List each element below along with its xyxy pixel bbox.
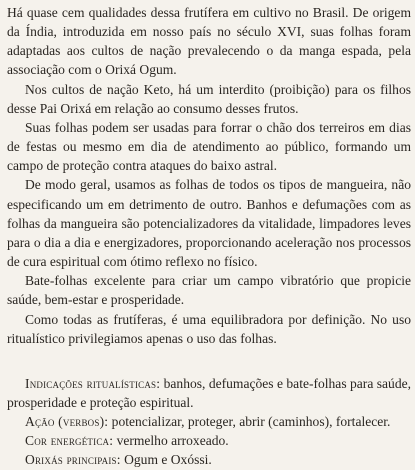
paragraph-terreiro-floor: Suas folhas podem ser usadas para forrar o chão dos terreiros em dias de festas ou mesmo em dia de atendimento ao público, formando um campo de proteção contra ataques do baixo astral. bbox=[7, 119, 411, 174]
paragraph-keto-interdict: Nos cultos de nação Keto, há um interdito (proibição) para os filhos desse Pai Orixá em relação ao consumo desses frutos. bbox=[7, 81, 411, 116]
paragraph-general-use: De modo geral, usamos as folhas de todos os tipos de mangueira, não especificando um em detrimento de outro. Banhos e defumações com as folhas da mangueira são potencializadores da vitalidade, limpadores leves para o dia a dia e energizadores, proporcionando aceleração nos processos de cura espiritual com ótimo reflexo no físico. bbox=[7, 177, 411, 270]
paragraph-origin: Há quase cem qualidades dessa frutífera em cultivo no Brasil. De origem da Índia, introduzida em nosso país no século XVI, suas folhas foram adaptadas aos cultos de nação prevalecendo o da manga espada, pela associação com o Orixá Ogum. bbox=[7, 5, 411, 78]
info-cor-label: Cor energética: bbox=[25, 433, 114, 449]
info-acao bbox=[7, 412, 411, 431]
info-orixas-label: Orixás principais: bbox=[25, 452, 121, 468]
info-cor-value: vermelho arroxeado. bbox=[113, 433, 229, 449]
info-cor bbox=[7, 431, 411, 450]
info-orixas bbox=[7, 450, 411, 469]
info-orixas-value: Ogum e Oxóssi. bbox=[120, 452, 212, 468]
paragraph-fruit-balance: Como todas as frutíferas, é uma equilibradora por definição. No uso ritualístico privilegiamos apenas o uso das folhas. bbox=[7, 311, 411, 346]
info-indicacoes bbox=[7, 374, 411, 412]
paragraph-bate-folhas: Bate-folhas excelente para criar um campo vibratório que propicie saúde, bem-estar e prosperidade. bbox=[7, 273, 411, 308]
info-indicacoes-value: banhos, defumações e bate-folhas para saúde, prosperidade e proteção espiritual. bbox=[7, 375, 411, 410]
info-acao-label: Ação (verbos): bbox=[25, 414, 109, 430]
info-acao-value: potencializar, proteger, abrir (caminhos), fortalecer. bbox=[108, 414, 391, 430]
section-gap bbox=[7, 348, 411, 374]
info-indicacoes-label: Indicações ritualísticas: bbox=[25, 375, 161, 391]
